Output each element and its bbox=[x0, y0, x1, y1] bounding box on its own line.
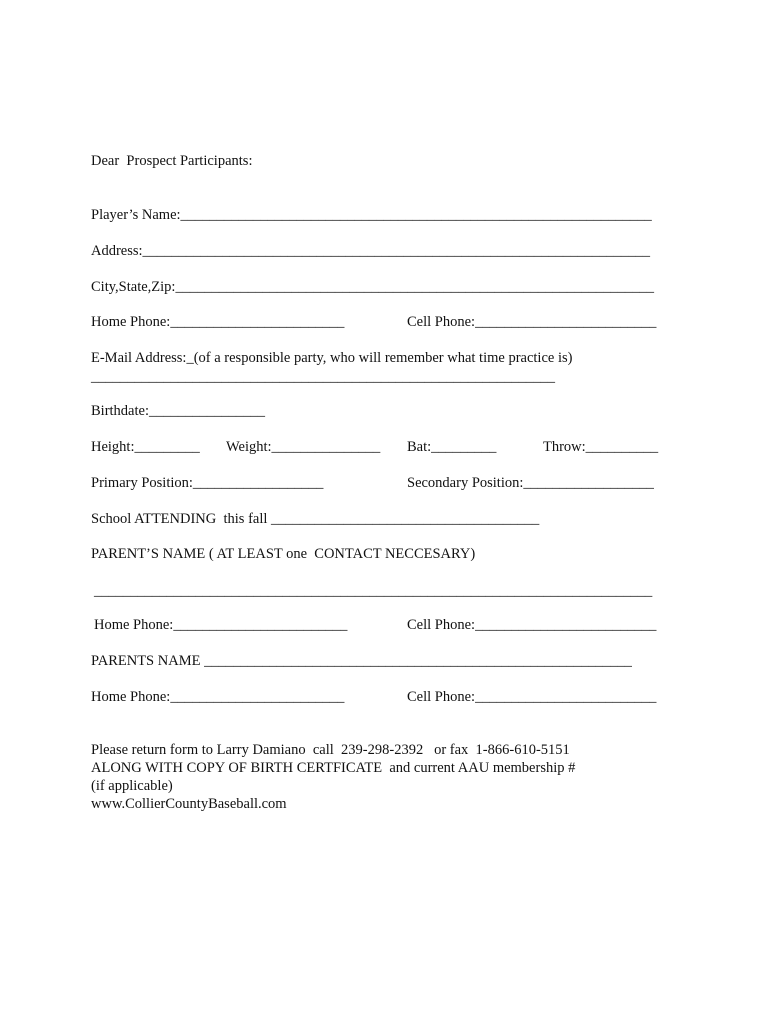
weight-field: Weight:_______________ bbox=[226, 439, 381, 455]
home-phone-field: Home Phone:________________________ bbox=[91, 314, 345, 330]
parents-cell-phone-field: Cell Phone:_________________________ bbox=[407, 689, 657, 705]
school-field: School ATTENDING this fall _____________________________________ bbox=[91, 511, 540, 527]
parent-home-phone-field: Home Phone:________________________ bbox=[94, 617, 348, 633]
parents-name-field: PARENTS NAME ___________________________________________________________ bbox=[91, 653, 632, 669]
bat-field: Bat:_________ bbox=[407, 439, 497, 455]
secondary-position-field: Secondary Position:__________________ bbox=[407, 475, 654, 491]
primary-position-field: Primary Position:__________________ bbox=[91, 475, 324, 491]
parent-name-blank: _____________________________________________________________________________ bbox=[94, 583, 653, 599]
parent-cell-phone-field: Cell Phone:_________________________ bbox=[407, 617, 657, 633]
player-name-field: Player’s Name:_________________________________________________________________ bbox=[91, 207, 652, 223]
email-field: E-Mail Address:_(of a responsible party, who will remember what time practice is) bbox=[91, 350, 573, 366]
height-field: Height:_________ bbox=[91, 439, 200, 455]
cell-phone-field: Cell Phone:_________________________ bbox=[407, 314, 657, 330]
email-blank-line: ________________________________________________________________ bbox=[91, 369, 555, 385]
throw-field: Throw:__________ bbox=[543, 439, 659, 455]
greeting: Dear Prospect Participants: bbox=[91, 153, 253, 169]
birth-certificate-note: ALONG WITH COPY OF BIRTH CERTFICATE and current AAU membership # bbox=[91, 760, 576, 776]
parent-heading: PARENT’S NAME ( AT LEAST one CONTACT NECCESARY) bbox=[91, 546, 476, 562]
if-applicable-note: (if applicable) bbox=[91, 778, 173, 794]
website-url: www.CollierCountyBaseball.com bbox=[91, 796, 287, 812]
parents-home-phone-field: Home Phone:________________________ bbox=[91, 689, 345, 705]
birthdate-field: Birthdate:________________ bbox=[91, 403, 265, 419]
city-state-zip-field: City,State,Zip:__________________________________________________________________ bbox=[91, 279, 654, 295]
address-field: Address:______________________________________________________________________ bbox=[91, 243, 651, 259]
return-instructions: Please return form to Larry Damiano call 239-298-2392 or fax 1-866-610-5151 bbox=[91, 742, 570, 758]
